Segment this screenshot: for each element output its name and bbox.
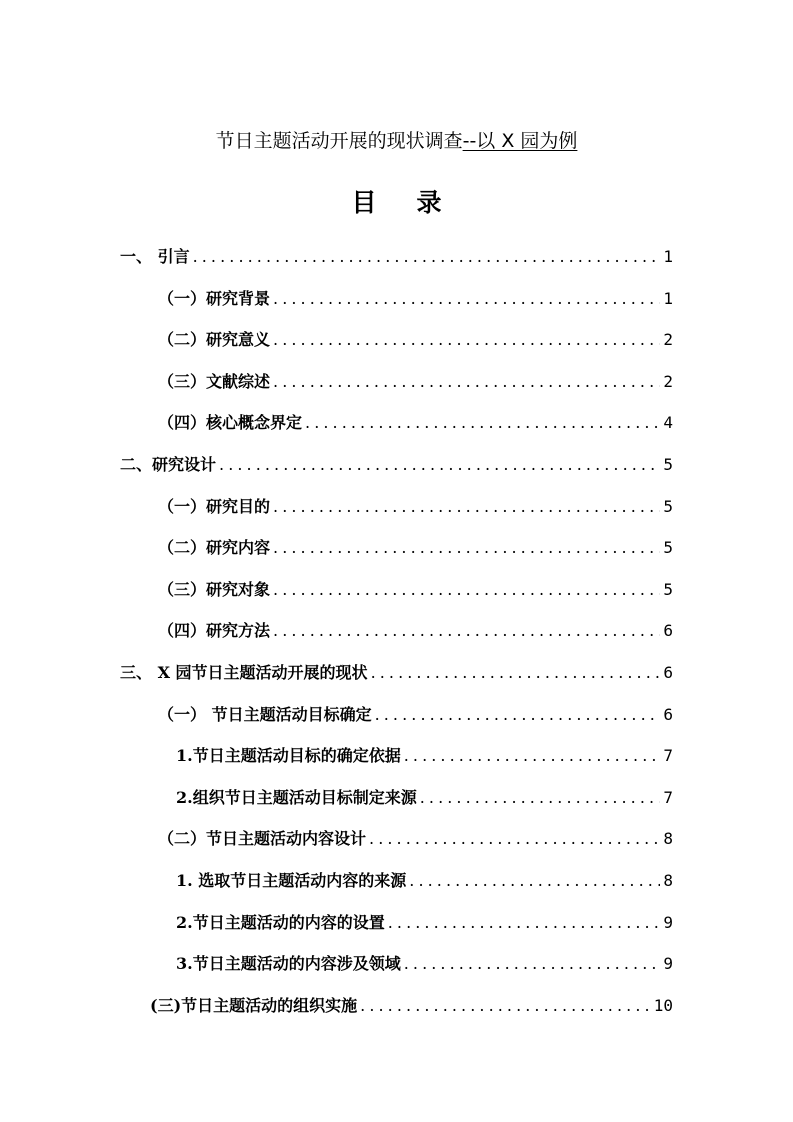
title-main: 节日主题活动开展的现状调查: [215, 130, 463, 152]
toc-entry[interactable]: [158, 618, 673, 660]
toc-entry-page: 2: [663, 330, 673, 350]
dot-leader: [305, 413, 660, 432]
dot-leader: [404, 954, 661, 973]
toc-entry-label: （四）核心概念界定: [158, 413, 303, 433]
toc-entry-page: 10: [653, 995, 673, 1015]
toc-entry-label: （一） 节日主题活动目标确定: [158, 704, 372, 724]
dot-leader: [273, 538, 660, 557]
toc-entry-page: 9: [663, 954, 673, 974]
toc-entry[interactable]: [158, 535, 673, 577]
toc-entry-page: 8: [663, 829, 673, 849]
toc-entry-label: 二、研究设计: [120, 454, 217, 474]
toc-entry-label: 一、 引言: [120, 247, 190, 266]
toc-entry-page: 6: [663, 621, 673, 641]
toc-entry-label: 3.节日主题活动的内容涉及领域: [176, 954, 401, 974]
dot-leader: [193, 247, 661, 266]
toc-entry-page: 6: [663, 662, 673, 682]
toc-entry[interactable]: [176, 785, 673, 827]
toc-entry[interactable]: [176, 951, 673, 993]
toc-entry[interactable]: [158, 702, 673, 744]
toc-entry-page: 5: [663, 496, 673, 516]
dot-leader: [273, 497, 660, 516]
toc-entry[interactable]: [158, 410, 673, 452]
dot-leader: [273, 580, 660, 599]
title-subtitle: --以 X 园为例: [462, 130, 578, 152]
toc-entry[interactable]: [120, 452, 673, 494]
dot-leader: [388, 913, 661, 932]
toc-entry[interactable]: [176, 910, 673, 952]
toc-entry-label: （三）研究对象: [158, 579, 271, 599]
dot-leader: [375, 705, 661, 724]
dot-leader: [409, 871, 660, 890]
toc-entry-page: 1: [663, 247, 673, 266]
toc-entry-label: （三）文献综述: [158, 371, 271, 391]
toc-entry-page: 5: [663, 579, 673, 599]
toc-entry[interactable]: [158, 494, 673, 536]
toc-entry[interactable]: [150, 993, 673, 1035]
dot-leader: [219, 455, 660, 474]
toc-entry-page: 8: [663, 870, 673, 890]
toc-entry-label: （四）研究方法: [158, 621, 271, 641]
dot-leader: [404, 746, 661, 765]
toc-entry[interactable]: [120, 244, 673, 286]
toc-entry[interactable]: [158, 826, 673, 868]
toc-entry-label: 2.组织节日主题活动目标制定来源: [176, 787, 417, 807]
toc-entry-label: （二）研究意义: [158, 330, 271, 350]
toc-entry[interactable]: [120, 660, 673, 702]
dot-leader: [371, 663, 661, 682]
toc-entry[interactable]: [176, 743, 673, 785]
toc-entry-page: 4: [663, 413, 673, 433]
dot-leader: [273, 289, 660, 308]
toc-entry-label: （一）研究背景: [158, 288, 271, 308]
toc-entry[interactable]: [158, 286, 673, 328]
dot-leader: [273, 372, 660, 391]
toc-entry-page: 1: [663, 288, 673, 308]
toc-entry-page: 2: [663, 371, 673, 391]
dot-leader: [273, 330, 660, 349]
table-of-contents: [0, 244, 793, 1034]
toc-entry-label: 1.节日主题活动目标的确定依据: [176, 746, 401, 766]
document-title: [0, 126, 793, 153]
toc-entry[interactable]: [158, 327, 673, 369]
dot-leader: [360, 996, 651, 1015]
toc-entry[interactable]: [158, 577, 673, 619]
toc-entry-label: 三、 X 园节日主题活动开展的现状: [120, 662, 368, 682]
toc-entry-label: (三)节日主题活动的组织实施: [150, 995, 358, 1015]
dot-leader: [273, 621, 660, 640]
dot-leader: [420, 788, 661, 807]
toc-entry-page: 6: [663, 704, 673, 724]
toc-entry[interactable]: [158, 369, 673, 411]
toc-entry-page: 7: [663, 746, 673, 766]
toc-entry-page: 9: [663, 912, 673, 932]
toc-entry-page: 7: [663, 787, 673, 807]
dot-leader: [369, 829, 660, 848]
toc-entry-page: 5: [663, 454, 673, 474]
toc-entry-label: 2.节日主题活动的内容的设置: [176, 912, 385, 932]
toc-entry-label: 1. 选取节日主题活动内容的来源: [176, 870, 407, 890]
toc-entry-page: 5: [663, 538, 673, 558]
toc-entry-label: （一）研究目的: [158, 496, 271, 516]
toc-heading: 目录: [351, 188, 482, 217]
toc-entry[interactable]: [176, 868, 673, 910]
toc-entry-label: （二）节日主题活动内容设计: [158, 829, 367, 849]
toc-entry-label: （二）研究内容: [158, 538, 271, 558]
